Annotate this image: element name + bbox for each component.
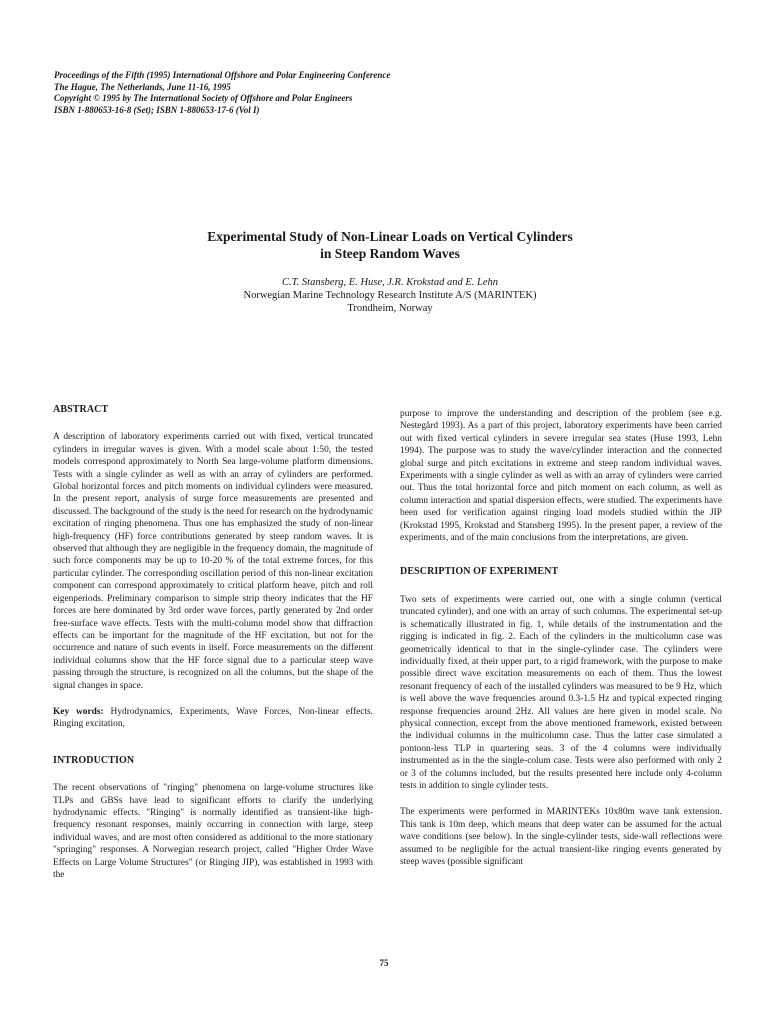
abstract-heading: ABSTRACT: [53, 404, 109, 415]
keywords: [53, 706, 373, 731]
title-line-1: Experimental Study of Non-Linear Loads on Vertical Cylinders: [207, 229, 573, 244]
experiment-heading: DESCRIPTION OF EXPERIMENT: [400, 566, 559, 578]
author-names: C.T. Stansberg, E. Huse, J.R. Krokstad and E. Lehn: [281, 277, 499, 288]
title-line-2: in Steep Random Waves: [320, 246, 460, 261]
right-column: [400, 408, 722, 882]
header-isbn-line: ISBN 1-880653-16-8 (Set); ISBN 1-880653-17-6 (Vol I): [54, 104, 260, 115]
header-copyright-line: Copyright © 1995 by The International Society of Offshore and Polar Engineers: [54, 93, 353, 103]
paper-title: [100, 228, 680, 262]
page-number: 75: [379, 958, 389, 968]
experiment-paragraph-1: Two sets of experiments were carried out, one with a single column (vertical truncated cylinder), and one with an array of such columns. The experimental set-up is schematically illustrated in fig. 1, while details of the instrumentation and the rigging is indicated in fig. 2. Each of the cylinders in the multicolumn case was geometrically identical to that in the single-cylinder case. The cylinders were individually fixed, at their upper part, to a rigid framework, with the purpose to make possible direct wave excitation measurements on each of them. Thus the lowest resonant frequency of each of the installed cylinders was measured to be 9 Hz, which is well above the wave frequencies around 0.3-1.5 Hz and typical expected ringing response frequencies around 2Hz. All values are here given in model scale. No physical connection, except from the above mentioned framework, existed between the individual columns in the multicolumn case. Thus the latter case simulated a pontoon-less TLP in quartering seas. 3 of the 4 columns were individually instrumented as in the the single-colum case. Tests were also performed with only 2 or 3 of the columns included, but the results presented here include only 4-column tests in addition to single cylinder tests.: [400, 594, 722, 791]
author-block: [100, 276, 680, 315]
experiment-paragraph-2: The experiments were performed in MARINTEKs 10x80m wave tank extension. This tank is 10m deep, which means that deep water can be assumed for the actual wave conditions (see below). In the single-cylinder tests, side-wall reflections were assumed to be negligible for the actual transient-like ringing events generated by steep waves (possible significant: [400, 807, 722, 867]
title-block: [100, 228, 680, 315]
introduction-heading: INTRODUCTION: [53, 754, 135, 766]
keywords-label: Key words:: [53, 706, 104, 717]
header-conference-line: Proceedings of the Fifth (1995) International Offshore and Polar Engineering Conference: [54, 70, 391, 80]
author-location: Trondheim, Norway: [347, 303, 433, 314]
left-column: [53, 404, 373, 895]
abstract-text: A description of laboratory experiments carried out with fixed, vertical truncated cylinders in irregular waves is given. With a model scale about 1:50, the tested models correspond approximately to North Sea large-volume platform dimensions. Tests with a single cylinder as well as with an array of cylinders are performed. Global horizontal forces and pitch moments on individual cylinders were measured. In the present report, analysis of surge force measurements are presented and discussed. The background of the study is the need for research on the hydrodynamic excitation of ringing phenomena. Thus one has emphasized the study of non-linear high-frequency (HF) force contributions generated by steep random waves. It is observed that although they are negligible in the frequency domain, the magnitude of such force components may be up to 10-20 % of the total extreme forces, for this particular cylinder. The corresponding oscillation period of this non-linear excitation component can correspond approximately to critical platform heave, pitch and roll eigenperiods. Preliminary comparison to simple strip theory indicates that the HF forces are here dominated by 3rd order wave forces, partly generated by 2nd order free-surface wave effects. Tests with the multi-column model show that diffraction effects can be important for the magnitude of the HF excitation, but not for the occurrence and nature of such events in itself. Force measurements on the different individual columns show that the HF force signal due to a particular steep wave passing through the structure, is recognized on all the columns, but the shape of the signal changes in space.: [53, 432, 373, 691]
header-location-line: The Hague, The Netherlands, June 11-16, 1995: [54, 81, 231, 92]
proceedings-header: [54, 70, 474, 116]
keywords-text: Hydrodynamics, Experiments, Wave Forces, Non-linear effects. Ringing excitation,: [53, 706, 374, 730]
introduction-continued-text: purpose to improve the understanding and description of the problem (see e.g. Nestegård 1993). As a part of this project, laboratory experiments have been carried out with fixed vertical cylinders in severe irregular sea states (Huse 1993, Lehn 1994). The purpose was to study the wave/cylinder interaction and the connected global surge and pitch excitations in extreme and steep random individual waves. Experiments with a single cylinder as well as with an array of cylinders were carried out. Thus the total horizontal force and pitch moment on each column, as well as column interaction and spatial dispersion effects, were studied. The experiments have been used for verification against ringing load models studied within the JIP (Krokstad 1995, Krokstad and Stansberg 1995). In the present paper, a review of the experiments, and of the main conclusions from the interpretations, are given.: [400, 409, 722, 544]
introduction-text: The recent observations of "ringing" phenomena on large-volume structures like TLPs and GBSs have lead to significant efforts to clarify the underlying hydrodynamic effects. "Ringing" is normally identified as transient-like high-frequency resonant responses, mainly occurring in connection with large, steep individual waves, and are most often considered as additional to the more stationary "springing" responses. A Norwegian research project, called "Higher Order Wave Effects on Large Volume Structures" (or Ringing JIP), was established in 1993 with the: [53, 783, 373, 880]
author-affiliation: Norwegian Marine Technology Research Institute A/S (MARINTEK): [243, 290, 537, 301]
